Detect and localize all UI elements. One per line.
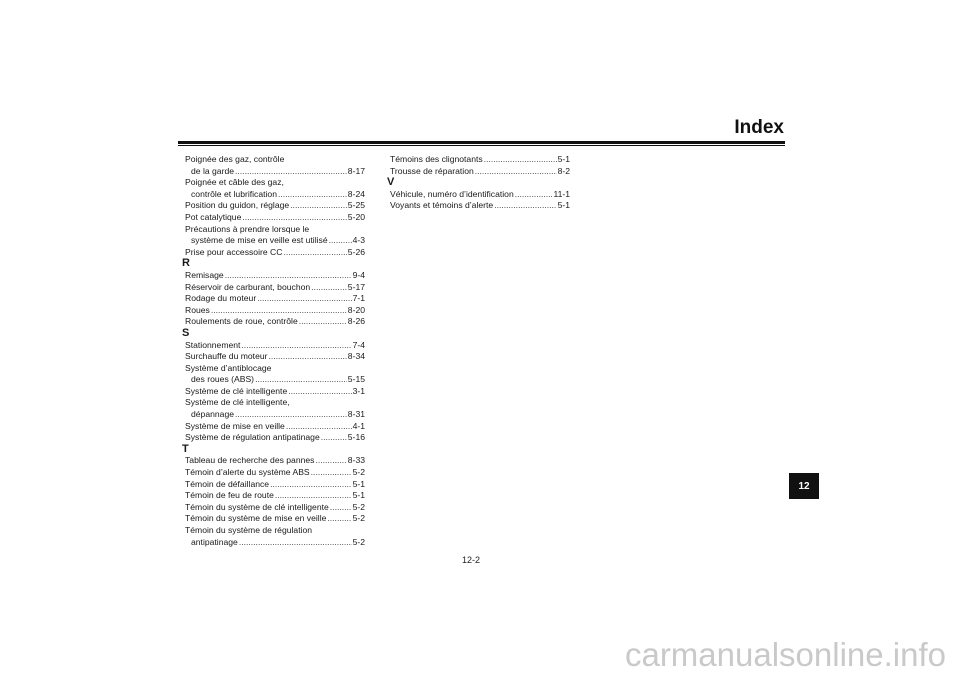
index-entry-text: système de mise en veille est utilisé	[191, 235, 328, 246]
index-entry[interactable]	[185, 432, 365, 444]
index-page-ref[interactable]: 5-15	[347, 374, 365, 385]
index-entry-text: Témoin de défaillance	[185, 478, 270, 489]
index-entry[interactable]	[185, 316, 365, 328]
index-entry-text: Témoin de feu de route	[185, 490, 274, 501]
index-entry[interactable]	[185, 270, 365, 282]
index-column-left	[182, 154, 365, 548]
index-entry[interactable]	[390, 154, 570, 166]
index-entry[interactable]	[185, 212, 365, 224]
index-entry[interactable]	[185, 421, 365, 433]
index-entry[interactable]	[185, 351, 365, 363]
index-page-ref[interactable]: 4-1	[352, 420, 365, 431]
dot-leader	[327, 513, 351, 525]
index-entry-text: Témoin du système de mise en veille	[185, 513, 327, 524]
index-entry[interactable]	[185, 467, 365, 479]
index-entry-text: Roues	[185, 304, 210, 315]
dot-leader	[515, 189, 553, 201]
index-page-ref[interactable]: 5-16	[347, 432, 365, 443]
index-page-ref[interactable]: 8-26	[347, 316, 365, 327]
dot-leader	[275, 490, 352, 502]
index-page-ref[interactable]: 5-26	[347, 246, 365, 257]
index-entry-text: Système de mise en veille	[185, 420, 285, 431]
dot-leader	[321, 432, 347, 444]
index-column-right	[387, 154, 570, 212]
index-entry[interactable]	[185, 154, 365, 177]
index-entry-text: antipatinage	[191, 536, 238, 547]
index-page-ref[interactable]: 8-2	[557, 165, 570, 176]
index-entry[interactable]	[185, 455, 365, 467]
index-entry-text: Pot catalytique	[185, 211, 242, 222]
index-entry-text: de la garde	[191, 165, 235, 176]
index-entry-text: dépannage	[191, 409, 235, 420]
index-entry-text: Poignée des gaz, contrôle	[185, 154, 285, 164]
index-entry[interactable]	[185, 363, 365, 386]
index-page-ref[interactable]: 8-33	[347, 455, 365, 466]
index-entry-text: Précautions à prendre lorsque le	[185, 223, 310, 234]
index-letter-heading: S	[182, 326, 190, 339]
index-entry-text: Système d’antiblocage	[185, 362, 272, 373]
index-page-ref[interactable]: 11-1	[553, 188, 570, 199]
index-page-ref[interactable]: 5-1	[352, 478, 365, 489]
dot-leader	[311, 282, 347, 294]
index-page-ref[interactable]: 8-34	[347, 351, 365, 362]
dot-leader	[235, 166, 347, 178]
index-entry-text: Réservoir de carburant, bouchon	[185, 281, 311, 292]
page-number: 12-2	[462, 555, 481, 565]
index-entry-text: Tableau de recherche des pannes	[185, 455, 315, 466]
dot-leader	[329, 235, 352, 247]
dot-leader	[239, 537, 352, 549]
index-entry[interactable]	[390, 189, 570, 201]
index-page-ref[interactable]: 5-2	[352, 501, 365, 512]
dot-leader	[484, 154, 557, 166]
index-page-ref[interactable]: 8-24	[347, 188, 365, 199]
header-rule-thin	[178, 145, 785, 146]
dot-leader	[270, 479, 351, 491]
index-entry[interactable]	[185, 247, 365, 259]
index-entry-text: Roulements de roue, contrôle	[185, 316, 298, 327]
dot-leader	[278, 189, 347, 201]
index-entry-text: Système de clé intelligente	[185, 385, 288, 396]
index-page-ref[interactable]: 5-2	[352, 513, 365, 524]
index-page-ref[interactable]: 3-1	[352, 385, 365, 396]
dot-leader	[269, 351, 347, 363]
index-page-ref[interactable]: 5-2	[352, 536, 365, 547]
index-entry[interactable]	[185, 386, 365, 398]
page-title: Index	[734, 117, 784, 138]
dot-leader	[290, 200, 347, 212]
index-entry-text: Surchauffe du moteur	[185, 351, 268, 362]
index-entry[interactable]	[185, 282, 365, 294]
index-entry-text: Rodage du moteur	[185, 293, 257, 304]
index-entry-text: Prise pour accessoire CC	[185, 246, 283, 257]
index-entry-text: Système de clé intelligente,	[185, 397, 290, 408]
index-entry[interactable]	[185, 513, 365, 525]
index-page-ref[interactable]: 5-17	[347, 281, 365, 292]
dot-leader	[286, 421, 352, 433]
index-letter-heading: T	[182, 442, 189, 455]
index-entry[interactable]	[185, 293, 365, 305]
dot-leader	[494, 200, 556, 212]
index-entry[interactable]	[185, 525, 365, 548]
index-page-ref[interactable]: 5-1	[557, 154, 570, 164]
index-entry-text: Trousse de réparation	[390, 165, 474, 176]
index-page-ref[interactable]: 5-1	[352, 490, 365, 501]
index-entry[interactable]	[185, 502, 365, 514]
dot-leader	[242, 212, 346, 224]
index-entry[interactable]	[390, 166, 570, 178]
index-entry[interactable]	[185, 224, 365, 247]
index-entry[interactable]	[185, 490, 365, 502]
index-entry-text: Position du guidon, réglage	[185, 200, 290, 211]
index-page-ref[interactable]: 7-1	[352, 293, 365, 304]
index-letter-heading: V	[387, 176, 395, 189]
index-page-ref[interactable]: 5-20	[347, 211, 365, 222]
index-entry-text: des roues (ABS)	[191, 374, 255, 385]
dot-leader	[299, 316, 347, 328]
index-entry[interactable]	[390, 200, 570, 212]
dot-leader	[257, 293, 351, 305]
dot-leader	[225, 270, 352, 282]
index-entry-text: contrôle et lubrification	[191, 188, 277, 199]
index-entry[interactable]	[185, 200, 365, 212]
index-page-ref[interactable]: 5-25	[347, 200, 365, 211]
dot-leader	[315, 455, 346, 467]
index-entry-text: Système de régulation antipatinage	[185, 432, 320, 443]
dot-leader	[241, 340, 351, 352]
index-page-ref[interactable]: 8-17	[347, 165, 365, 176]
index-entry-text: Témoins des clignotants	[390, 154, 483, 164]
dot-leader	[288, 386, 351, 398]
index-page-ref[interactable]: 9-4	[352, 269, 365, 280]
index-letter-heading: R	[182, 257, 190, 270]
dot-leader	[235, 409, 347, 421]
index-entry-text: Remisage	[185, 269, 224, 280]
chapter-tab[interactable]: 12	[789, 473, 819, 499]
index-page-ref[interactable]: 8-20	[347, 304, 365, 315]
dot-leader	[255, 374, 347, 386]
index-entry[interactable]	[185, 177, 365, 200]
dot-leader	[330, 502, 352, 514]
header-rule	[178, 141, 785, 144]
index-entry[interactable]	[185, 340, 365, 352]
index-entry[interactable]	[185, 305, 365, 317]
index-entry-text: Voyants et témoins d’alerte	[390, 200, 494, 211]
dot-leader	[211, 305, 347, 317]
index-entry-text: Stationnement	[185, 339, 241, 350]
dot-leader	[283, 247, 346, 259]
index-entry[interactable]	[185, 479, 365, 491]
index-entry-text: Poignée et câble des gaz,	[185, 177, 284, 188]
dot-leader	[311, 467, 352, 479]
index-entry-text: Témoin du système de régulation	[185, 525, 313, 535]
index-page-ref[interactable]: 5-2	[352, 467, 365, 478]
index-entry-text: Véhicule, numéro d’identification	[390, 188, 514, 199]
dot-leader	[475, 166, 557, 178]
index-page-ref[interactable]: 5-1	[557, 200, 570, 211]
index-page-ref[interactable]: 4-3	[352, 235, 365, 246]
index-entry-text: Témoin d’alerte du système ABS	[185, 467, 310, 478]
index-entry[interactable]	[185, 397, 365, 420]
index-entry-text: Témoin du système de clé intelligente	[185, 501, 329, 512]
index-page-ref[interactable]: 8-31	[347, 409, 365, 420]
index-page-ref[interactable]: 7-4	[352, 339, 365, 350]
watermark: carmanualsonline.info	[624, 636, 946, 673]
